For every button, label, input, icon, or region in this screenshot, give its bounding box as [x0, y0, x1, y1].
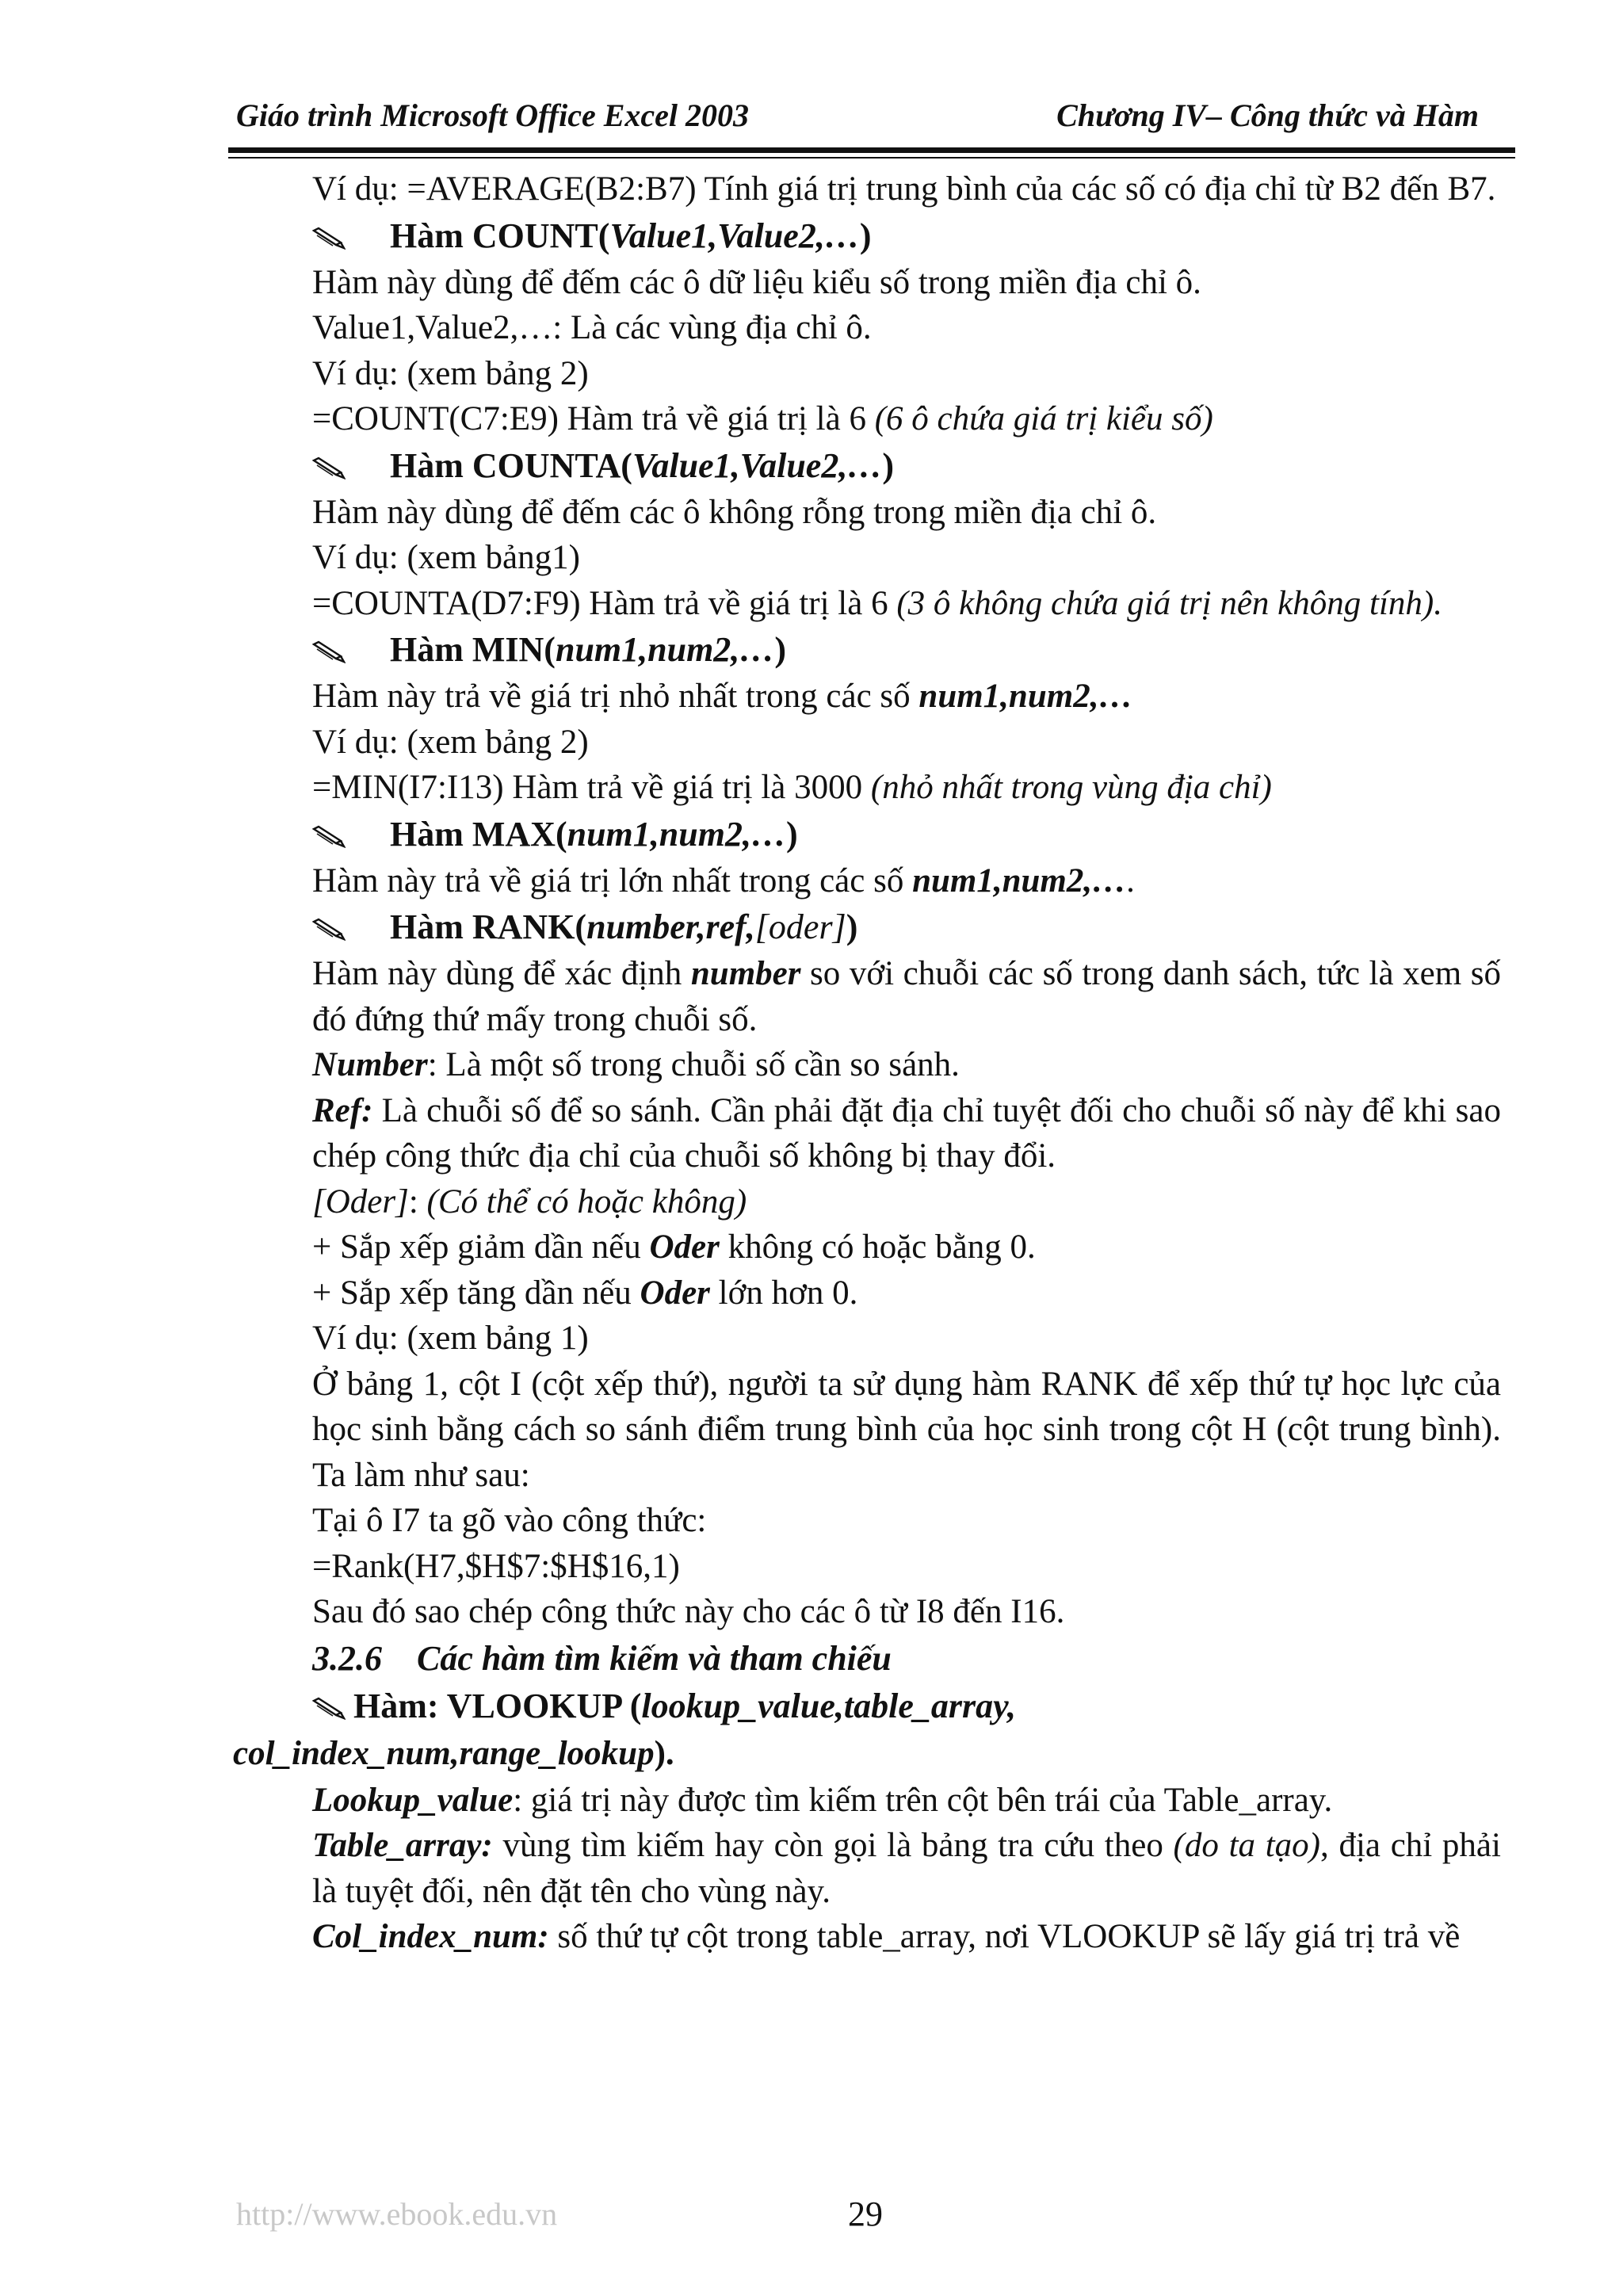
counta-description: Hàm này dùng để đếm các ô không rỗng trong miền địa chỉ ô. — [312, 493, 1157, 531]
header-book-title: Giáo trình Microsoft Office Excel 2003 — [236, 97, 750, 133]
rank-oder-text: (Có thể có hoặc không) — [426, 1182, 747, 1221]
rank-number-label: Number — [312, 1046, 428, 1083]
vlookup-table-param — [233, 1823, 1501, 1914]
vlookup-args-line2: col_index_num,range_lookup — [233, 1734, 655, 1772]
max-description-text: Hàm này trả về giá trị lớn nhất trong các số — [312, 861, 913, 900]
rank-args: number,ref, — [586, 907, 755, 946]
rank-ref-label: Ref: — [312, 1091, 373, 1129]
pencil-icon — [312, 1696, 346, 1720]
page-body — [233, 166, 1501, 1960]
min-title: Hàm MIN( — [390, 630, 556, 669]
max-description-end: . — [1126, 861, 1135, 900]
rank-step1: Tại ô I7 ta gõ vào công thức: — [312, 1502, 707, 1539]
count-formula — [233, 396, 1501, 442]
rank-oder-param — [233, 1179, 1501, 1225]
counta-formula — [233, 581, 1501, 627]
count-note: (6 ô chứa giá trị kiểu số) — [874, 400, 1213, 437]
max-description-args: num1,num2,… — [912, 861, 1127, 900]
rank-number-param — [233, 1042, 1501, 1088]
pencil-icon — [312, 640, 346, 663]
rank-sort-desc-end: không có hoặc bằng 0. — [719, 1228, 1036, 1266]
rank-sort-desc-oder: Oder — [649, 1228, 720, 1266]
rank-formula: =Rank(H7,$H$7:$H$16,1) — [312, 1547, 680, 1585]
min-formula-text: =MIN(I7:I13) Hàm trả về giá trị là 3000 — [312, 769, 871, 806]
count-close: ) — [859, 216, 872, 255]
count-formula-text: =COUNT(C7:E9) Hàm trả về giá trị là 6 — [312, 400, 875, 437]
header-chapter-title: Chương IV– Công thức và Hàm — [1056, 97, 1479, 133]
rank-step2: Sau đó sao chép công thức này cho các ô từ I8 đến I16. — [312, 1593, 1065, 1630]
vlookup-heading — [233, 1683, 1501, 1730]
rank-ref-text: Là chuỗi số để so sánh. Cần phải đặt địa chỉ tuyệt đối cho chuỗi số này để khi sao chép công thức địa chỉ của chuỗi số không bị thay đổi. — [312, 1091, 1501, 1175]
min-description-text: Hàm này trả về giá trị nhỏ nhất trong các số — [312, 678, 919, 715]
vlookup-col-label: Col_index_num: — [312, 1918, 549, 1955]
min-example: Ví dụ: (xem bảng 2) — [312, 723, 589, 761]
rank-sort-asc-oder: Oder — [640, 1274, 710, 1312]
rank-explanation: Ở bảng 1, cột I (cột xếp thứ), người ta sử dụng hàm RANK để xếp thứ tự học lực của học sinh bằng cách so sánh điểm trung bình của học sinh trong cột H (cột trung bình). Ta làm như sau: — [312, 1365, 1501, 1494]
rank-example: Ví dụ: (xem bảng 1) — [312, 1320, 589, 1357]
min-description-args: num1,num2,… — [918, 678, 1133, 715]
counta-note: (3 ô không chứa giá trị nên không tính). — [896, 584, 1442, 622]
footer-url: http://www.ebook.edu.vn — [236, 2196, 558, 2232]
max-description — [233, 858, 1501, 904]
vlookup-heading-continued — [233, 1730, 1501, 1778]
vlookup-table-label: Table_array: — [312, 1827, 493, 1864]
vlookup-lookup-text: : giá trị này được tìm kiếm trên cột bên trái của Table_array. — [513, 1781, 1333, 1819]
counta-title: Hàm COUNTA( — [390, 445, 632, 485]
count-args: Value1,Value2,… — [609, 216, 860, 255]
min-heading — [233, 626, 1501, 674]
vlookup-title: Hàm: VLOOKUP ( — [353, 1686, 642, 1725]
section-heading — [233, 1635, 1501, 1683]
min-description — [233, 674, 1501, 720]
max-title: Hàm MAX( — [390, 814, 567, 854]
rank-sort-asc-text: + Sắp xếp tăng dần nếu — [312, 1274, 640, 1312]
pencil-icon — [312, 824, 346, 848]
max-close: ) — [785, 814, 798, 854]
vlookup-close: ). — [654, 1734, 674, 1772]
count-example: Ví dụ: (xem bảng 2) — [312, 354, 589, 392]
counta-heading — [233, 442, 1501, 490]
rank-close: ) — [846, 907, 858, 946]
max-args: num1,num2,… — [567, 814, 786, 854]
min-close: ) — [774, 630, 786, 669]
vlookup-table-note: (do ta tạo) — [1173, 1827, 1320, 1864]
page-header — [236, 95, 1479, 136]
min-note: (nhỏ nhất trong vùng địa chỉ) — [870, 769, 1272, 806]
vlookup-args-line1: lookup_value,table_array, — [641, 1686, 1016, 1725]
rank-description-c: so với chuỗi các số trong danh sách, tức là xem số đó đứng thứ mấy trong chuỗi số. — [312, 955, 1502, 1038]
rank-sort-asc — [233, 1270, 1501, 1316]
vlookup-table-text-a: vùng tìm kiếm hay còn gọi là bảng tra cứu theo — [492, 1827, 1174, 1864]
header-rule-thick — [228, 147, 1515, 153]
count-heading — [233, 212, 1501, 260]
vlookup-lookup-label: Lookup_value — [312, 1781, 514, 1819]
min-args: num1,num2,… — [555, 630, 775, 669]
counta-example: Ví dụ: (xem bảng1) — [312, 539, 580, 576]
rank-oder-label: [Oder] — [312, 1182, 409, 1221]
rank-ref-param — [233, 1088, 1501, 1179]
header-rule-thin — [228, 157, 1515, 159]
average-example: Ví dụ: =AVERAGE(B2:B7) Tính giá trị trung bình của các số có địa chỉ từ B2 đến B7. — [312, 170, 1496, 208]
rank-sort-desc — [233, 1224, 1501, 1270]
rank-oder-colon: : — [408, 1182, 427, 1221]
vlookup-table-text-b: , địa chỉ phải là tuyệt đối, nên đặt tên cho vùng này. — [312, 1827, 1501, 1910]
pencil-icon — [312, 226, 346, 250]
rank-number-text: : Là một số trong chuỗi số cần so sánh. — [427, 1046, 960, 1083]
rank-title: Hàm RANK( — [390, 907, 587, 946]
vlookup-col-param — [233, 1914, 1501, 1960]
rank-description-number: number — [690, 955, 801, 992]
count-description: Hàm này dùng để đếm các ô dữ liệu kiểu số trong miền địa chỉ ô. — [312, 263, 1201, 301]
section-number: 3.2.6 — [312, 1638, 382, 1678]
counta-args: Value1,Value2,… — [632, 445, 883, 485]
section-title: Các hàm tìm kiếm và tham chiếu — [417, 1638, 892, 1678]
pencil-icon — [312, 917, 346, 941]
rank-sort-asc-end: lớn hơn 0. — [709, 1274, 858, 1312]
count-values: Value1,Value2,…: Là các vùng địa chỉ ô. — [312, 309, 872, 346]
rank-sort-desc-text: + Sắp xếp giảm dần nếu — [312, 1228, 650, 1266]
min-formula — [233, 765, 1501, 811]
vlookup-col-text: số thứ tự cột trong table_array, nơi VLOOKUP sẽ lấy giá trị trả về — [548, 1918, 1461, 1955]
rank-description-a: Hàm này dùng để xác định — [312, 955, 691, 992]
counta-formula-text: =COUNTA(D7:F9) Hàm trả về giá trị là 6 — [312, 584, 897, 622]
vlookup-lookup-param — [233, 1778, 1501, 1824]
page-number: 29 — [848, 2195, 883, 2233]
rank-heading — [233, 904, 1501, 951]
pencil-icon — [312, 456, 346, 479]
rank-description — [233, 951, 1501, 1042]
count-title: Hàm COUNT( — [390, 216, 610, 255]
rank-args-optional: [oder] — [754, 907, 846, 946]
counta-close: ) — [882, 445, 894, 485]
max-heading — [233, 811, 1501, 858]
